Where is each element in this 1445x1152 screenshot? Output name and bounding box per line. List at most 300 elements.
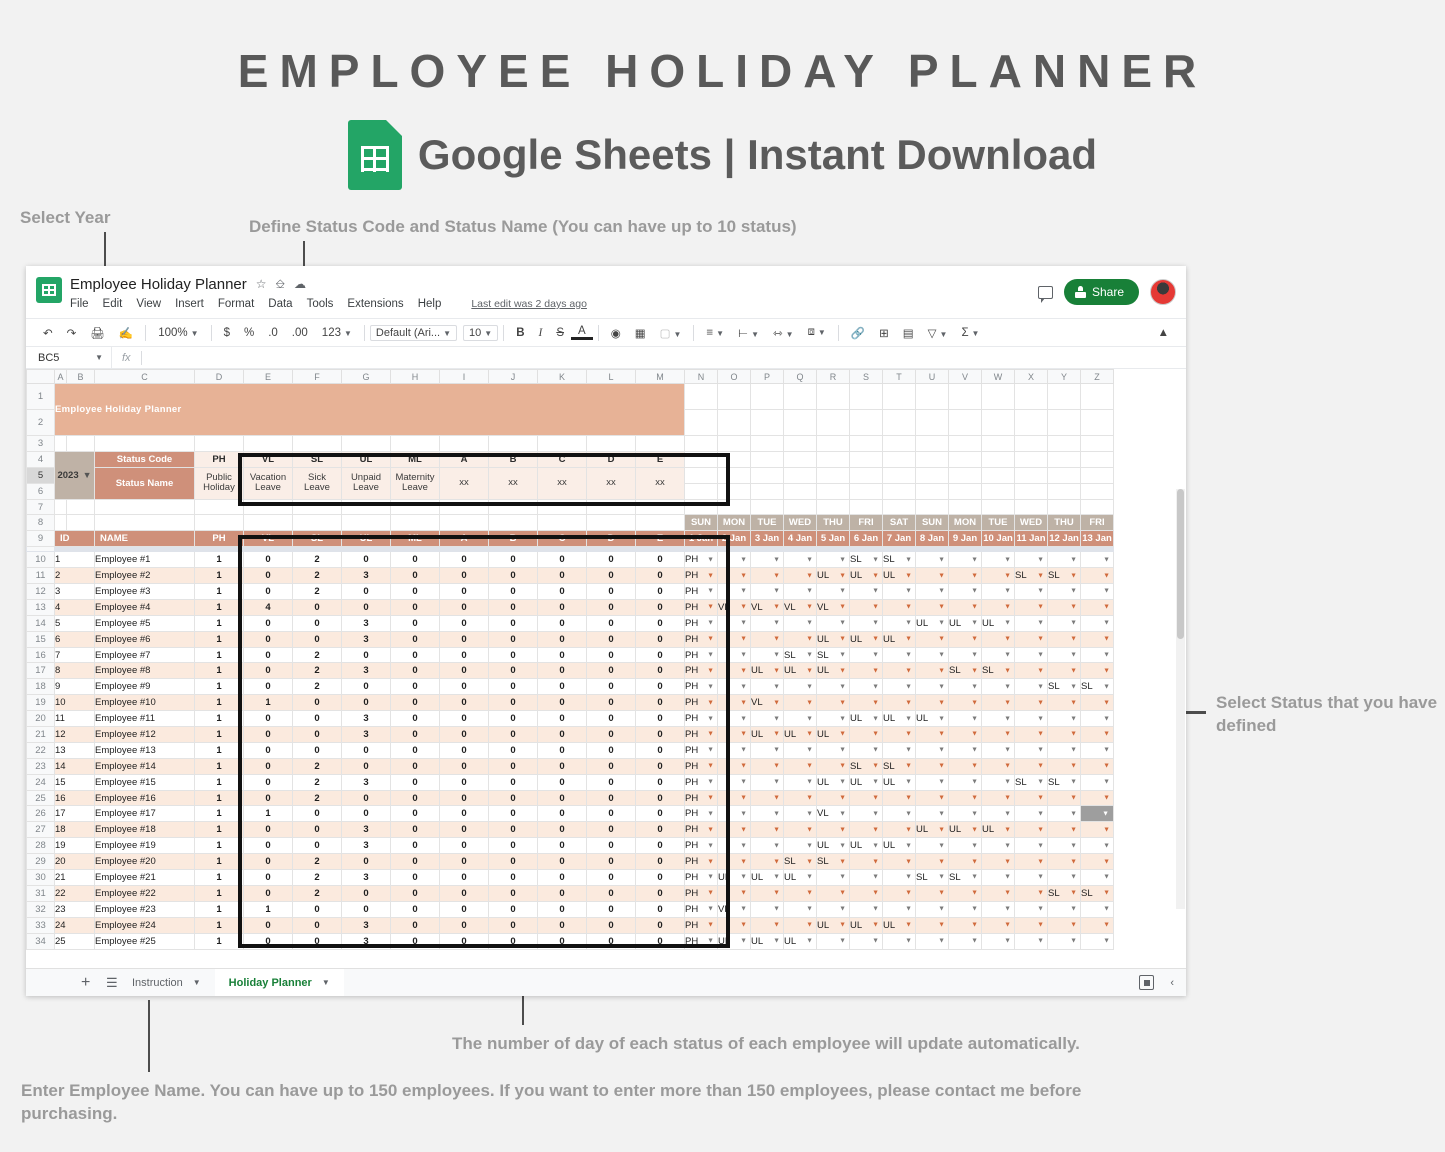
cell[interactable]: [850, 384, 883, 410]
chevron-down-icon[interactable]: ▼: [905, 873, 912, 881]
chevron-down-icon[interactable]: ▼: [740, 683, 747, 691]
chevron-down-icon[interactable]: ▼: [740, 858, 747, 866]
chevron-down-icon[interactable]: ▼: [806, 667, 813, 675]
cell-count-VL[interactable]: 0: [244, 679, 293, 695]
status-dropdown-day-6[interactable]: [850, 854, 883, 870]
cell-employee-name[interactable]: Employee #24: [95, 917, 195, 933]
status-dropdown-day-11[interactable]: [1015, 885, 1048, 901]
chevron-down-icon[interactable]: ▼: [1004, 587, 1011, 595]
status-dropdown-day-2[interactable]: [718, 552, 751, 568]
cell-count-C[interactable]: 0: [538, 568, 587, 584]
row-header-20[interactable]: 20: [27, 711, 55, 727]
status-dropdown-day-12[interactable]: [1048, 647, 1081, 663]
chevron-down-icon[interactable]: ▼: [707, 858, 714, 866]
cell-employee-id[interactable]: 9: [55, 679, 95, 695]
chevron-down-icon[interactable]: ▼: [773, 635, 780, 643]
chevron-down-icon[interactable]: ▼: [1037, 778, 1044, 786]
cell-count-E[interactable]: 0: [636, 568, 685, 584]
chevron-down-icon[interactable]: ▼: [872, 730, 879, 738]
chevron-down-icon[interactable]: ▼: [806, 572, 813, 580]
row-header-16[interactable]: 16: [27, 647, 55, 663]
chevron-down-icon[interactable]: ▼: [872, 699, 879, 707]
status-dropdown-day-10[interactable]: [982, 631, 1015, 647]
row-header-11[interactable]: 11: [27, 568, 55, 584]
chevron-down-icon[interactable]: ▼: [707, 651, 714, 659]
status-dropdown-day-5[interactable]: [817, 711, 850, 727]
chevron-down-icon[interactable]: ▼: [938, 619, 945, 627]
cell-employee-id[interactable]: 21: [55, 870, 95, 886]
cell-count-VL[interactable]: 1: [244, 901, 293, 917]
status-dropdown-day-4[interactable]: [784, 806, 817, 822]
chevron-down-icon[interactable]: ▼: [740, 667, 747, 675]
cell-count-SL[interactable]: 0: [293, 695, 342, 711]
chevron-down-icon[interactable]: ▼: [740, 905, 747, 913]
chevron-down-icon[interactable]: ▼: [740, 715, 747, 723]
cell-count-ML[interactable]: 0: [391, 599, 440, 615]
status-dropdown-day-12[interactable]: [1048, 742, 1081, 758]
cell[interactable]: [55, 499, 67, 515]
print-icon[interactable]: 🖨: [90, 327, 105, 340]
cell-employee-name[interactable]: Employee #14: [95, 758, 195, 774]
chevron-down-icon[interactable]: ▼: [773, 810, 780, 818]
cell-count-VL[interactable]: 0: [244, 568, 293, 584]
cell-count-C[interactable]: 0: [538, 584, 587, 600]
menu-extensions[interactable]: Extensions: [347, 298, 404, 310]
chevron-down-icon[interactable]: ▼: [1004, 667, 1011, 675]
chevron-down-icon[interactable]: ▼: [1004, 794, 1011, 802]
menu-format[interactable]: Format: [217, 298, 255, 310]
cell-employee-name[interactable]: Employee #13: [95, 742, 195, 758]
chevron-down-icon[interactable]: ▼: [1037, 715, 1044, 723]
status-dropdown-day-11[interactable]: [1015, 901, 1048, 917]
row-header-24[interactable]: 24: [27, 774, 55, 790]
status-dropdown-day-11[interactable]: [1015, 758, 1048, 774]
cell[interactable]: [718, 451, 751, 467]
cell-count-A[interactable]: 0: [440, 663, 489, 679]
status-dropdown-day-4[interactable]: [784, 615, 817, 631]
day-date-header-10[interactable]: 11 Jan: [1015, 531, 1048, 547]
cell[interactable]: [850, 436, 883, 452]
chevron-down-icon[interactable]: ▼: [1037, 667, 1044, 675]
chevron-down-icon[interactable]: ▼: [1103, 603, 1110, 611]
explore-icon[interactable]: [1139, 975, 1154, 990]
status-dropdown-day-5[interactable]: [817, 901, 850, 917]
cell[interactable]: [916, 410, 949, 436]
cell-employee-id[interactable]: 25: [55, 933, 95, 949]
status-dropdown-day-9[interactable]: [949, 901, 982, 917]
chevron-down-icon[interactable]: ▼: [1070, 778, 1077, 786]
chevron-down-icon[interactable]: ▼: [806, 683, 813, 691]
cell-count-D[interactable]: 0: [587, 901, 636, 917]
chevron-down-icon[interactable]: ▼: [872, 921, 879, 929]
status-dropdown-day-8[interactable]: [916, 838, 949, 854]
day-name-header-10[interactable]: WED: [1015, 515, 1048, 531]
cell[interactable]: [883, 499, 916, 515]
status-dropdown-day-4[interactable]: [784, 774, 817, 790]
chevron-down-icon[interactable]: ▼: [938, 699, 945, 707]
chevron-down-icon[interactable]: ▼: [839, 619, 846, 627]
status-dropdown-day-4[interactable]: [784, 552, 817, 568]
status-dropdown-day-4[interactable]: [784, 568, 817, 584]
chevron-down-icon[interactable]: ▼: [1037, 842, 1044, 850]
chevron-down-icon[interactable]: ▼: [1004, 905, 1011, 913]
status-dropdown-day-2[interactable]: UL ▼: [718, 933, 751, 949]
day-date-header-11[interactable]: 12 Jan: [1048, 531, 1081, 547]
chevron-down-icon[interactable]: ▼: [1004, 826, 1011, 834]
chevron-down-icon[interactable]: ▼: [806, 858, 813, 866]
cell-count-B[interactable]: 0: [489, 599, 538, 615]
status-dropdown-day-3[interactable]: VL ▼: [751, 599, 784, 615]
status-dropdown-day-10[interactable]: UL ▼: [982, 615, 1015, 631]
status-dropdown-day-8[interactable]: [916, 647, 949, 663]
cell-count-A[interactable]: 0: [440, 838, 489, 854]
cell[interactable]: [1048, 483, 1081, 499]
cell-count-SL[interactable]: 0: [293, 806, 342, 822]
chevron-down-icon[interactable]: ▼: [872, 873, 879, 881]
cell-employee-name[interactable]: Employee #18: [95, 822, 195, 838]
status-dropdown-day-12[interactable]: [1048, 711, 1081, 727]
status-dropdown-day-7[interactable]: [883, 854, 916, 870]
status-dropdown-day-1[interactable]: PH ▼: [685, 584, 718, 600]
status-dropdown-day-13[interactable]: [1081, 854, 1114, 870]
cell-count-UL[interactable]: 0: [342, 679, 391, 695]
chevron-down-icon[interactable]: ▼: [872, 683, 879, 691]
cell-count-SL[interactable]: 2: [293, 870, 342, 886]
cell-count-PH[interactable]: 1: [195, 584, 244, 600]
cell[interactable]: [982, 499, 1015, 515]
status-dropdown-day-9[interactable]: [949, 711, 982, 727]
chevron-down-icon[interactable]: ▼: [938, 730, 945, 738]
cell-count-E[interactable]: 0: [636, 917, 685, 933]
status-dropdown-day-13[interactable]: [1081, 615, 1114, 631]
chevron-down-icon[interactable]: ▼: [740, 873, 747, 881]
chevron-down-icon[interactable]: ▼: [839, 603, 846, 611]
status-dropdown-day-11[interactable]: [1015, 806, 1048, 822]
chevron-down-icon[interactable]: ▼: [1004, 921, 1011, 929]
chevron-down-icon[interactable]: ▼: [839, 826, 846, 834]
insert-chart-icon[interactable]: ▤: [902, 327, 914, 340]
row-header-30[interactable]: 30: [27, 870, 55, 886]
status-dropdown-day-5[interactable]: SL ▼: [817, 854, 850, 870]
cell-count-B[interactable]: 0: [489, 663, 538, 679]
cell-count-PH[interactable]: 1: [195, 568, 244, 584]
cell[interactable]: [391, 515, 440, 531]
status-dropdown-day-8[interactable]: [916, 679, 949, 695]
status-dropdown-day-1[interactable]: PH ▼: [685, 647, 718, 663]
cell-count-VL[interactable]: 0: [244, 647, 293, 663]
status-dropdown-day-7[interactable]: [883, 695, 916, 711]
chevron-down-icon[interactable]: ▼: [1103, 572, 1110, 580]
cell-count-ML[interactable]: 0: [391, 631, 440, 647]
chevron-down-icon[interactable]: ▼: [839, 587, 846, 595]
column-header-B[interactable]: B: [67, 370, 95, 384]
status-dropdown-day-9[interactable]: [949, 727, 982, 743]
cell[interactable]: [440, 436, 489, 452]
fill-color-icon[interactable]: ◉: [610, 327, 621, 340]
chevron-down-icon[interactable]: ▼: [1037, 730, 1044, 738]
column-header-V[interactable]: V: [949, 370, 982, 384]
status-dropdown-day-4[interactable]: [784, 901, 817, 917]
cell[interactable]: [883, 410, 916, 436]
chevron-down-icon[interactable]: ▼: [740, 572, 747, 580]
status-dropdown-day-12[interactable]: [1048, 870, 1081, 886]
chevron-down-icon[interactable]: ▼: [1070, 937, 1077, 945]
decrease-decimal-button[interactable]: .0: [268, 326, 278, 339]
chevron-down-icon[interactable]: ▼: [971, 651, 978, 659]
cell-count-PH[interactable]: 1: [195, 885, 244, 901]
chevron-down-icon[interactable]: ▼: [1103, 889, 1110, 897]
status-dropdown-day-13[interactable]: [1081, 917, 1114, 933]
status-dropdown-day-1[interactable]: PH ▼: [685, 727, 718, 743]
day-name-header-5[interactable]: FRI: [850, 515, 883, 531]
chevron-down-icon[interactable]: ▼: [938, 889, 945, 897]
cell-count-A[interactable]: 0: [440, 727, 489, 743]
cell-count-C[interactable]: 0: [538, 727, 587, 743]
status-dropdown-day-2[interactable]: [718, 615, 751, 631]
status-dropdown-day-4[interactable]: [784, 917, 817, 933]
cell[interactable]: [244, 436, 293, 452]
chevron-down-icon[interactable]: ▼: [1103, 699, 1110, 707]
share-button[interactable]: [1064, 279, 1139, 305]
cell-count-E[interactable]: 0: [636, 631, 685, 647]
status-dropdown-day-12[interactable]: [1048, 901, 1081, 917]
chevron-down-icon[interactable]: ▼: [1103, 730, 1110, 738]
cell[interactable]: [982, 436, 1015, 452]
status-dropdown-day-6[interactable]: [850, 679, 883, 695]
chevron-down-icon[interactable]: ▼: [1037, 556, 1044, 564]
cell-employee-id[interactable]: 3: [55, 584, 95, 600]
day-name-header-8[interactable]: MON: [949, 515, 982, 531]
cell-count-A[interactable]: 0: [440, 933, 489, 949]
chevron-down-icon[interactable]: ▼: [971, 556, 978, 564]
chevron-down-icon[interactable]: ▼: [707, 587, 714, 595]
status-dropdown-day-6[interactable]: [850, 599, 883, 615]
row-header-18[interactable]: 18: [27, 679, 55, 695]
cell-count-PH[interactable]: 1: [195, 615, 244, 631]
cell-count-D[interactable]: 0: [587, 695, 636, 711]
status-dropdown-day-1[interactable]: PH ▼: [685, 774, 718, 790]
status-dropdown-day-3[interactable]: [751, 584, 784, 600]
status-dropdown-day-11[interactable]: [1015, 790, 1048, 806]
year-selector[interactable]: [55, 451, 95, 499]
cell[interactable]: [538, 499, 587, 515]
status-dropdown-day-4[interactable]: [784, 584, 817, 600]
font-size-select[interactable]: 10 ▼: [463, 325, 498, 341]
chevron-down-icon[interactable]: ▼: [1004, 651, 1011, 659]
cell[interactable]: [784, 467, 817, 483]
chevron-down-icon[interactable]: ▼: [1037, 635, 1044, 643]
chevron-down-icon[interactable]: ▼: [806, 746, 813, 754]
sheet-tab-holiday-planner[interactable]: [215, 969, 344, 997]
status-dropdown-day-13[interactable]: [1081, 933, 1114, 949]
cell-count-C[interactable]: 0: [538, 870, 587, 886]
cell-count-A[interactable]: 0: [440, 885, 489, 901]
chevron-down-icon[interactable]: ▼: [1070, 730, 1077, 738]
cell[interactable]: [67, 515, 95, 531]
undo-icon[interactable]: ↶: [43, 327, 53, 340]
cell[interactable]: [538, 515, 587, 531]
status-dropdown-day-3[interactable]: UL ▼: [751, 933, 784, 949]
day-date-header-7[interactable]: 8 Jan: [916, 531, 949, 547]
cell[interactable]: [850, 483, 883, 499]
chevron-down-icon[interactable]: ▼: [1103, 842, 1110, 850]
status-dropdown-day-8[interactable]: [916, 854, 949, 870]
status-dropdown-day-3[interactable]: [751, 758, 784, 774]
cell[interactable]: [685, 384, 718, 410]
cell[interactable]: [850, 499, 883, 515]
cell-count-ML[interactable]: 0: [391, 806, 440, 822]
status-dropdown-day-12[interactable]: [1048, 806, 1081, 822]
chevron-down-icon[interactable]: ▼: [740, 587, 747, 595]
cell-employee-name[interactable]: Employee #4: [95, 599, 195, 615]
chevron-down-icon[interactable]: ▼: [1103, 587, 1110, 595]
day-date-header-2[interactable]: 3 Jan: [751, 531, 784, 547]
status-dropdown-day-8[interactable]: [916, 885, 949, 901]
cell-employee-id[interactable]: 20: [55, 854, 95, 870]
chevron-down-icon[interactable]: ▼: [905, 635, 912, 643]
column-header-N[interactable]: N: [685, 370, 718, 384]
cell[interactable]: [718, 410, 751, 436]
cell[interactable]: [784, 499, 817, 515]
status-dropdown-day-5[interactable]: UL ▼: [817, 838, 850, 854]
cell-count-SL[interactable]: 0: [293, 917, 342, 933]
cell[interactable]: [817, 451, 850, 467]
chevron-down-icon[interactable]: ▼: [839, 683, 846, 691]
status-dropdown-day-8[interactable]: [916, 584, 949, 600]
cell[interactable]: [718, 483, 751, 499]
status-dropdown-day-9[interactable]: [949, 552, 982, 568]
cell-count-C[interactable]: 0: [538, 663, 587, 679]
cell[interactable]: [784, 483, 817, 499]
column-header-X[interactable]: X: [1015, 370, 1048, 384]
cell-count-UL[interactable]: 0: [342, 901, 391, 917]
chevron-down-icon[interactable]: ▼: [839, 842, 846, 850]
status-dropdown-day-11[interactable]: [1015, 695, 1048, 711]
chevron-down-icon[interactable]: ▼: [971, 635, 978, 643]
name-box-chevron-down-icon[interactable]: ▼: [95, 353, 103, 362]
cell-count-D[interactable]: 0: [587, 568, 636, 584]
status-dropdown-day-7[interactable]: UL ▼: [883, 711, 916, 727]
cell-employee-id[interactable]: 4: [55, 599, 95, 615]
chevron-down-icon[interactable]: ▼: [905, 603, 912, 611]
chevron-down-icon[interactable]: ▼: [1004, 762, 1011, 770]
chevron-down-icon[interactable]: ▼: [1103, 858, 1110, 866]
column-header-E[interactable]: E: [244, 370, 293, 384]
chevron-down-icon[interactable]: ▼: [1004, 556, 1011, 564]
chevron-down-icon[interactable]: ▼: [938, 858, 945, 866]
cell[interactable]: [718, 467, 751, 483]
status-dropdown-day-12[interactable]: [1048, 631, 1081, 647]
status-dropdown-day-13[interactable]: [1081, 599, 1114, 615]
status-dropdown-day-2[interactable]: VL ▼: [718, 599, 751, 615]
cell[interactable]: [718, 436, 751, 452]
cell[interactable]: [685, 436, 718, 452]
status-dropdown-day-5[interactable]: [817, 695, 850, 711]
cell[interactable]: [817, 499, 850, 515]
chevron-down-icon[interactable]: ▼: [806, 762, 813, 770]
cell[interactable]: [916, 451, 949, 467]
chevron-down-icon[interactable]: ▼: [905, 587, 912, 595]
status-name-PH[interactable]: Public Holiday: [195, 467, 244, 499]
chevron-down-icon[interactable]: ▼: [806, 556, 813, 564]
day-date-header-3[interactable]: 4 Jan: [784, 531, 817, 547]
status-dropdown-day-11[interactable]: [1015, 711, 1048, 727]
cell-count-PH[interactable]: 1: [195, 838, 244, 854]
chevron-down-icon[interactable]: ▼: [740, 889, 747, 897]
cell-employee-name[interactable]: Employee #20: [95, 854, 195, 870]
chevron-down-icon[interactable]: ▼: [938, 572, 945, 580]
chevron-down-icon[interactable]: ▼: [1037, 905, 1044, 913]
row-header-28[interactable]: 28: [27, 838, 55, 854]
status-dropdown-day-12[interactable]: [1048, 758, 1081, 774]
status-dropdown-day-8[interactable]: UL ▼: [916, 822, 949, 838]
cell-count-SL[interactable]: 0: [293, 615, 342, 631]
cell-count-E[interactable]: 0: [636, 885, 685, 901]
cell[interactable]: [67, 436, 95, 452]
status-code-B[interactable]: B: [489, 451, 538, 467]
cell-count-E[interactable]: 0: [636, 822, 685, 838]
cell[interactable]: [391, 499, 440, 515]
cell-employee-name[interactable]: Employee #1: [95, 552, 195, 568]
cell[interactable]: [685, 410, 718, 436]
cell[interactable]: [1048, 436, 1081, 452]
chevron-down-icon[interactable]: ▼: [707, 889, 714, 897]
status-dropdown-day-5[interactable]: [817, 870, 850, 886]
status-dropdown-day-2[interactable]: [718, 790, 751, 806]
column-header-G[interactable]: G: [342, 370, 391, 384]
chevron-down-icon[interactable]: ▼: [1070, 556, 1077, 564]
chevron-down-icon[interactable]: ▼: [839, 556, 846, 564]
chevron-down-icon[interactable]: ▼: [740, 699, 747, 707]
cell[interactable]: [195, 515, 244, 531]
status-dropdown-day-4[interactable]: SL ▼: [784, 647, 817, 663]
chevron-down-icon[interactable]: ▼: [1004, 572, 1011, 580]
status-dropdown-day-9[interactable]: [949, 917, 982, 933]
cell-count-SL[interactable]: 0: [293, 901, 342, 917]
cell-count-E[interactable]: 0: [636, 854, 685, 870]
chevron-down-icon[interactable]: ▼: [938, 556, 945, 564]
menu-edit[interactable]: Edit: [102, 298, 123, 310]
chevron-down-icon[interactable]: ▼: [839, 794, 846, 802]
chevron-down-icon[interactable]: ▼: [1004, 730, 1011, 738]
status-dropdown-day-6[interactable]: UL ▼: [850, 917, 883, 933]
chevron-down-icon[interactable]: ▼: [1004, 699, 1011, 707]
cell[interactable]: [391, 436, 440, 452]
status-dropdown-day-13[interactable]: [1081, 631, 1114, 647]
status-dropdown-day-12[interactable]: [1048, 695, 1081, 711]
status-code-SL[interactable]: SL: [293, 451, 342, 467]
chevron-down-icon[interactable]: ▼: [905, 905, 912, 913]
status-dropdown-day-6[interactable]: [850, 822, 883, 838]
status-dropdown-day-5[interactable]: UL ▼: [817, 568, 850, 584]
status-dropdown-day-8[interactable]: [916, 917, 949, 933]
cell-count-B[interactable]: 0: [489, 822, 538, 838]
chevron-down-icon[interactable]: ▼: [1070, 810, 1077, 818]
status-dropdown-day-9[interactable]: UL ▼: [949, 822, 982, 838]
status-dropdown-day-3[interactable]: [751, 917, 784, 933]
status-dropdown-day-9[interactable]: [949, 599, 982, 615]
status-dropdown-day-2[interactable]: [718, 663, 751, 679]
status-dropdown-day-7[interactable]: [883, 870, 916, 886]
collapse-toolbar-icon[interactable]: ▲: [1157, 326, 1169, 339]
status-dropdown-day-1[interactable]: PH ▼: [685, 854, 718, 870]
cell[interactable]: [949, 483, 982, 499]
status-dropdown-day-8[interactable]: [916, 631, 949, 647]
status-dropdown-day-6[interactable]: UL ▼: [850, 711, 883, 727]
cell-count-C[interactable]: 0: [538, 758, 587, 774]
cell[interactable]: [195, 436, 244, 452]
status-name-UL[interactable]: Unpaid Leave: [342, 467, 391, 499]
